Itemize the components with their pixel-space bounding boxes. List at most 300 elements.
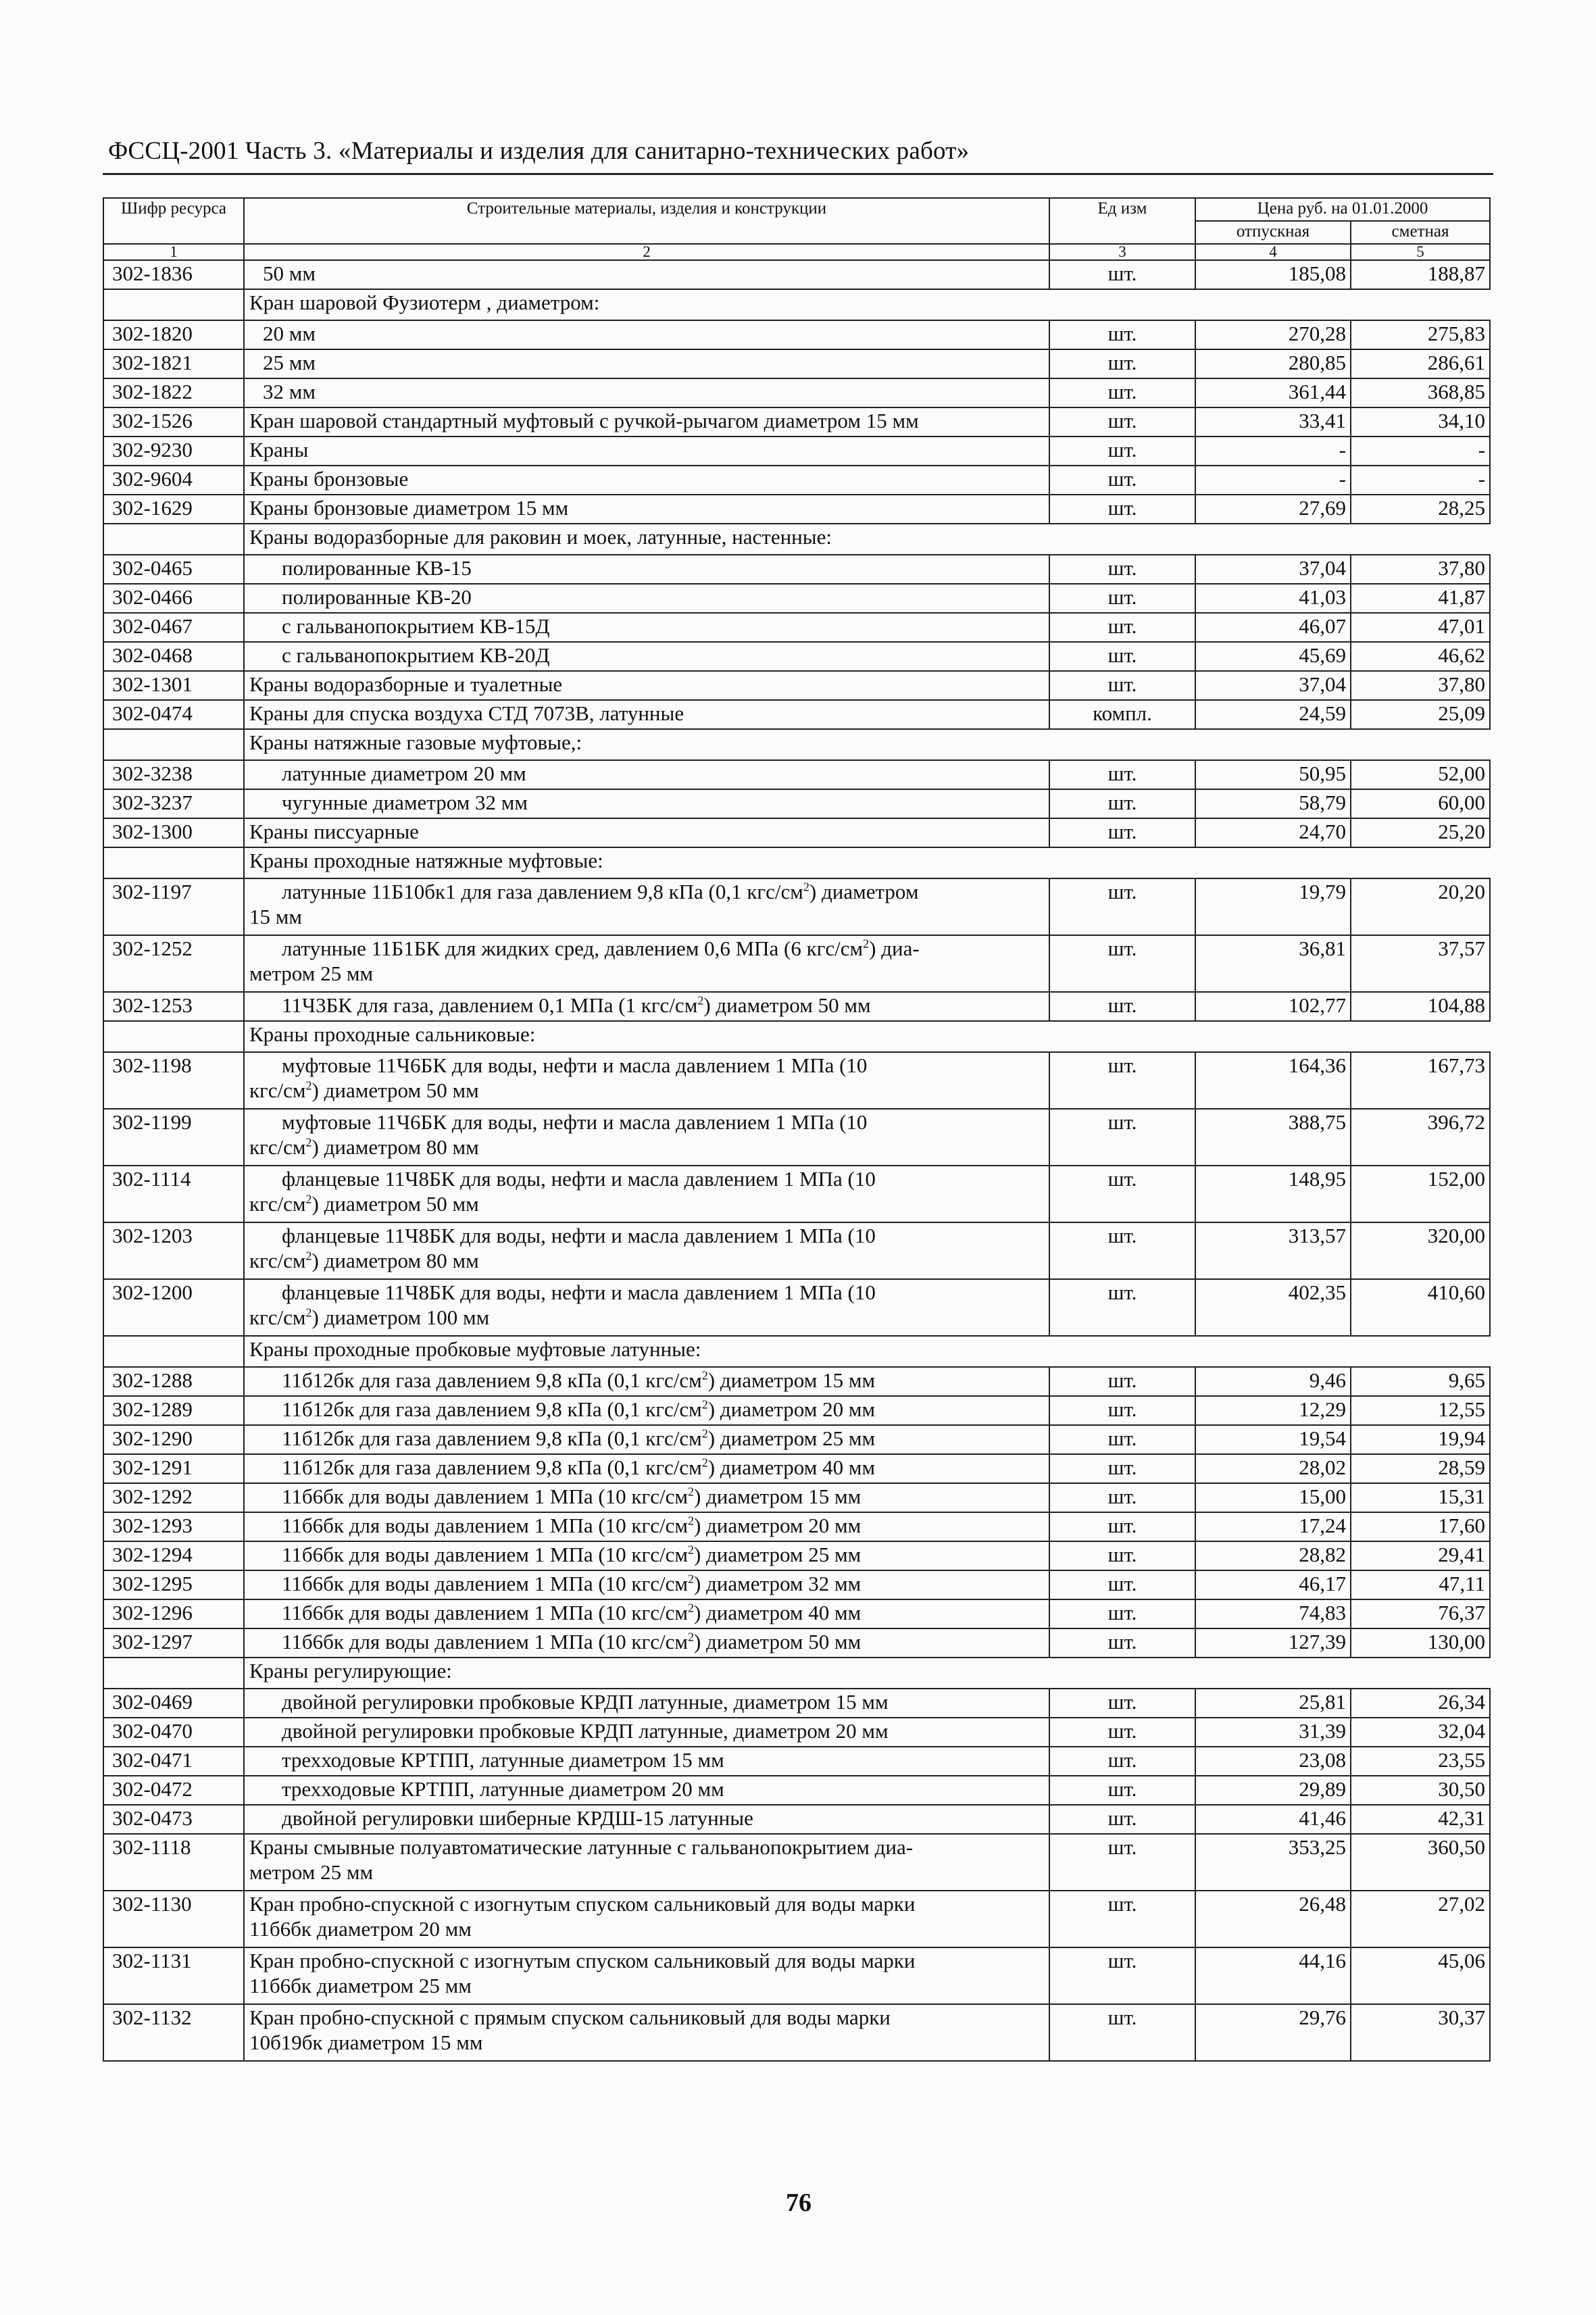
estimate-price: 130,00 <box>1351 1628 1490 1658</box>
description-line: фланцевые 11Ч8БК для воды, нефти и масла давлением 1 МПа (10 <box>282 1224 876 1247</box>
description-text: 11б6бк для воды давлением 1 МПа (10 кгс/$см^2$) диаметром 25 мм <box>282 1543 862 1566</box>
table-row <box>103 1166 1490 1222</box>
item-description <box>244 2004 1049 2061</box>
resource-code: 302-1252 <box>103 935 244 992</box>
group-heading: Краны натяжные газовые муфтовые,: <box>244 729 1490 760</box>
item-description <box>244 378 1049 407</box>
unit-of-measure: шт. <box>1049 466 1195 495</box>
description-line: Кран пробно-спускной с изогнутым спуском сальниковый для воды марки <box>249 1892 916 1916</box>
estimate-price: - <box>1351 437 1490 466</box>
table-row <box>103 1689 1490 1718</box>
resource-code: 302-1131 <box>103 1947 244 2004</box>
header-rule <box>103 173 1493 175</box>
release-price: 74,83 <box>1195 1599 1351 1628</box>
resource-code: 302-1294 <box>103 1541 244 1570</box>
item-description <box>244 407 1049 437</box>
item-description <box>244 584 1049 613</box>
unit-of-measure: шт. <box>1049 378 1195 407</box>
estimate-price: 30,37 <box>1351 2004 1490 2061</box>
group-heading: Кран шаровой Фузиотерм , диаметром: <box>244 289 1490 320</box>
estimate-price: 12,55 <box>1351 1396 1490 1425</box>
unit-of-measure: шт. <box>1049 671 1195 700</box>
unit-of-measure: компл. <box>1049 700 1195 729</box>
unit-of-measure: шт. <box>1049 1805 1195 1834</box>
price-table <box>103 197 1491 2062</box>
table-header-row <box>103 198 1490 221</box>
release-price: 28,82 <box>1195 1541 1351 1570</box>
table-row <box>103 1222 1490 1279</box>
item-description <box>244 466 1049 495</box>
resource-code: 302-1132 <box>103 2004 244 2061</box>
resource-code: 302-0466 <box>103 584 244 613</box>
table-row <box>103 1570 1490 1599</box>
header-price-group: Цена руб. на 01.01.2000 <box>1195 198 1490 221</box>
resource-code: 302-0467 <box>103 613 244 642</box>
unit-of-measure: шт. <box>1049 584 1195 613</box>
unit-of-measure: шт. <box>1049 1599 1195 1628</box>
item-description <box>244 1512 1049 1541</box>
table-row <box>103 555 1490 584</box>
item-description <box>244 1166 1049 1222</box>
estimate-price: 167,73 <box>1351 1052 1490 1109</box>
release-price: 26,48 <box>1195 1891 1351 1947</box>
estimate-price: 15,31 <box>1351 1483 1490 1512</box>
unit-of-measure: шт. <box>1049 555 1195 584</box>
description-line: фланцевые 11Ч8БК для воды, нефти и масла давлением 1 МПа (10 <box>282 1167 876 1191</box>
resource-code: 302-0473 <box>103 1805 244 1834</box>
item-description <box>244 1222 1049 1279</box>
description-line: латунные 11Б10бк1 для газа давлением 9,8 кПа (0,1 кгс/$см^2$) диаметром <box>282 880 919 903</box>
release-price: 19,54 <box>1195 1425 1351 1454</box>
unit-of-measure: шт. <box>1049 613 1195 642</box>
description-text: 11б12бк для газа давлением 9,8 кПа (0,1 кгс/$см^2$) диаметром 25 мм <box>282 1426 876 1450</box>
estimate-price: 52,00 <box>1351 760 1490 789</box>
estimate-price: 46,62 <box>1351 642 1490 671</box>
description-text: 20 мм <box>263 322 316 345</box>
release-price: 28,02 <box>1195 1454 1351 1483</box>
resource-code: 302-0468 <box>103 642 244 671</box>
table-row <box>103 2004 1490 2061</box>
item-description <box>244 1483 1049 1512</box>
release-price: 36,81 <box>1195 935 1351 992</box>
estimate-price: 29,41 <box>1351 1541 1490 1570</box>
item-description <box>244 1052 1049 1109</box>
description-line: кгс/$см^2$) диаметром 50 мм <box>249 1192 479 1216</box>
item-description <box>244 260 1049 289</box>
unit-of-measure: шт. <box>1049 1396 1195 1425</box>
group-code-cell <box>103 1021 244 1052</box>
item-description <box>244 613 1049 642</box>
group-code-cell <box>103 729 244 760</box>
column-number: 4 <box>1195 244 1351 260</box>
estimate-price: 42,31 <box>1351 1805 1490 1834</box>
table-row <box>103 466 1490 495</box>
release-price: 29,89 <box>1195 1776 1351 1805</box>
item-description <box>244 437 1049 466</box>
resource-code: 302-1203 <box>103 1222 244 1279</box>
table-row <box>103 818 1490 847</box>
item-description <box>244 1628 1049 1658</box>
column-number-row <box>103 244 1490 260</box>
item-description <box>244 1454 1049 1483</box>
table-row <box>103 349 1490 378</box>
description-text: 25 мм <box>263 351 316 374</box>
resource-code: 302-1198 <box>103 1052 244 1109</box>
column-number: 5 <box>1351 244 1490 260</box>
estimate-price: - <box>1351 466 1490 495</box>
description-text: 32 мм <box>263 380 316 403</box>
running-header: ФССЦ-2001 Часть 3. «Материалы и изделия для санитарно-технических работ» <box>108 137 970 165</box>
release-price: 388,75 <box>1195 1109 1351 1166</box>
description-text: латунные диаметром 20 мм <box>282 762 526 785</box>
release-price: 37,04 <box>1195 671 1351 700</box>
estimate-price: 360,50 <box>1351 1834 1490 1891</box>
description-text: 11б6бк для воды давлением 1 МПа (10 кгс/$см^2$) диаметром 40 мм <box>282 1601 862 1624</box>
page-number: 76 <box>786 2189 812 2217</box>
table-row <box>103 1805 1490 1834</box>
resource-code: 302-9230 <box>103 437 244 466</box>
release-price: 102,77 <box>1195 992 1351 1021</box>
item-description <box>244 1747 1049 1776</box>
description-text: с гальванопокрытием КВ-20Д <box>282 643 550 667</box>
resource-code: 302-1199 <box>103 1109 244 1166</box>
item-description <box>244 1541 1049 1570</box>
table-row <box>103 760 1490 789</box>
resource-code: 302-1301 <box>103 671 244 700</box>
unit-of-measure: шт. <box>1049 760 1195 789</box>
resource-code: 302-0470 <box>103 1718 244 1747</box>
release-price: 31,39 <box>1195 1718 1351 1747</box>
description-line: 15 мм <box>249 905 302 928</box>
estimate-price: 45,06 <box>1351 1947 1490 2004</box>
table-row <box>103 1834 1490 1891</box>
item-description <box>244 1367 1049 1396</box>
description-line: метром 25 мм <box>249 962 374 985</box>
estimate-price: 37,57 <box>1351 935 1490 992</box>
description-text: двойной регулировки шиберные КРДШ-15 латунные <box>282 1806 753 1830</box>
description-text: 11б6бк для воды давлением 1 МПа (10 кгс/$см^2$) диаметром 15 мм <box>282 1485 862 1508</box>
unit-of-measure: шт. <box>1049 1367 1195 1396</box>
description-text: Краны писсуарные <box>249 820 419 843</box>
unit-of-measure: шт. <box>1049 260 1195 289</box>
release-price: 46,07 <box>1195 613 1351 642</box>
release-price: 164,36 <box>1195 1052 1351 1109</box>
description-text: Краны бронзовые <box>249 467 409 491</box>
table-row <box>103 935 1490 992</box>
release-price: - <box>1195 437 1351 466</box>
table-row <box>103 260 1490 289</box>
release-price: 27,69 <box>1195 495 1351 524</box>
unit-of-measure: шт. <box>1049 349 1195 378</box>
description-text: двойной регулировки пробковые КРДП латунные, диаметром 15 мм <box>282 1690 889 1714</box>
estimate-price: 34,10 <box>1351 407 1490 437</box>
item-description <box>244 320 1049 349</box>
estimate-price: 396,72 <box>1351 1109 1490 1166</box>
resource-code: 302-1130 <box>103 1891 244 1947</box>
table-row <box>103 1599 1490 1628</box>
table-row <box>103 700 1490 729</box>
description-line: кгс/$см^2$) диаметром 50 мм <box>249 1078 479 1102</box>
description-line: латунные 11Б1БК для жидких сред, давлением 0,6 МПа (6 кгс/$см^2$) диа- <box>282 937 920 960</box>
resource-code: 302-0469 <box>103 1689 244 1718</box>
resource-code: 302-3238 <box>103 760 244 789</box>
table-row <box>103 671 1490 700</box>
table-row <box>103 378 1490 407</box>
group-heading: Краны проходные пробковые муфтовые латунные: <box>244 1336 1490 1367</box>
description-text: 11б6бк для воды давлением 1 МПа (10 кгс/$см^2$) диаметром 32 мм <box>282 1572 862 1595</box>
estimate-price: 28,59 <box>1351 1454 1490 1483</box>
table-row <box>103 1109 1490 1166</box>
estimate-price: 23,55 <box>1351 1747 1490 1776</box>
group-code-cell <box>103 1336 244 1367</box>
item-description <box>244 555 1049 584</box>
group-heading: Краны проходные сальниковые: <box>244 1021 1490 1052</box>
table-row <box>103 437 1490 466</box>
group-code-cell <box>103 1658 244 1689</box>
description-line: фланцевые 11Ч8БК для воды, нефти и масла давлением 1 МПа (10 <box>282 1280 876 1304</box>
header-code: Шифр ресурса <box>103 198 244 244</box>
table-row <box>103 1718 1490 1747</box>
resource-code: 302-1836 <box>103 260 244 289</box>
description-line: Кран пробно-спускной с прямым спуском сальниковый для воды марки <box>249 2006 891 2029</box>
resource-code: 302-3237 <box>103 789 244 818</box>
resource-code: 302-0465 <box>103 555 244 584</box>
resource-code: 302-1253 <box>103 992 244 1021</box>
release-price: 50,95 <box>1195 760 1351 789</box>
resource-code: 302-1293 <box>103 1512 244 1541</box>
release-price: 19,79 <box>1195 878 1351 935</box>
resource-code: 302-1821 <box>103 349 244 378</box>
unit-of-measure: шт. <box>1049 1512 1195 1541</box>
description-line: муфтовые 11Ч6БК для воды, нефти и масла давлением 1 МПа (10 <box>282 1053 868 1077</box>
group-heading-row <box>103 847 1490 878</box>
description-line: кгс/$см^2$) диаметром 80 мм <box>249 1135 479 1159</box>
description-text: Краны бронзовые диаметром 15 мм <box>249 496 569 520</box>
table-row <box>103 1776 1490 1805</box>
description-text: полированные КВ-20 <box>282 585 472 609</box>
table-row <box>103 1052 1490 1109</box>
resource-code: 302-1290 <box>103 1425 244 1454</box>
description-text: 11б12бк для газа давлением 9,8 кПа (0,1 кгс/$см^2$) диаметром 15 мм <box>282 1368 876 1392</box>
estimate-price: 76,37 <box>1351 1599 1490 1628</box>
item-description <box>244 1834 1049 1891</box>
table-row <box>103 1454 1490 1483</box>
description-line: кгс/$см^2$) диаметром 100 мм <box>249 1305 490 1329</box>
resource-code: 302-1296 <box>103 1599 244 1628</box>
unit-of-measure: шт. <box>1049 992 1195 1021</box>
header-estimate-price: сметная <box>1351 221 1490 244</box>
estimate-price: 17,60 <box>1351 1512 1490 1541</box>
release-price: 127,39 <box>1195 1628 1351 1658</box>
release-price: 58,79 <box>1195 789 1351 818</box>
unit-of-measure: шт. <box>1049 1109 1195 1166</box>
description-text: Краны для спуска воздуха СТД 7073В, латунные <box>249 701 684 725</box>
resource-code: 302-0472 <box>103 1776 244 1805</box>
description-line: Краны смывные полуавтоматические латунные с гальванопокрытием диа- <box>249 1835 914 1859</box>
release-price: 44,16 <box>1195 1947 1351 2004</box>
group-heading-row <box>103 729 1490 760</box>
item-description <box>244 1805 1049 1834</box>
table-row <box>103 1483 1490 1512</box>
group-heading-row <box>103 289 1490 320</box>
estimate-price: 410,60 <box>1351 1279 1490 1336</box>
estimate-price: 47,11 <box>1351 1570 1490 1599</box>
description-text: 11б6бк для воды давлением 1 МПа (10 кгс/$см^2$) диаметром 50 мм <box>282 1630 862 1653</box>
estimate-price: 19,94 <box>1351 1425 1490 1454</box>
description-text: полированные КВ-15 <box>282 556 472 580</box>
unit-of-measure: шт. <box>1049 1279 1195 1336</box>
release-price: 353,25 <box>1195 1834 1351 1891</box>
item-description <box>244 992 1049 1021</box>
group-heading-row <box>103 1336 1490 1367</box>
resource-code: 302-0471 <box>103 1747 244 1776</box>
header-unit: Ед изм <box>1049 198 1195 244</box>
estimate-price: 26,34 <box>1351 1689 1490 1718</box>
release-price: 12,29 <box>1195 1396 1351 1425</box>
group-heading: Краны регулирующие: <box>244 1658 1490 1689</box>
unit-of-measure: шт. <box>1049 1776 1195 1805</box>
header-release-price: отпускная <box>1195 221 1351 244</box>
table-row <box>103 642 1490 671</box>
release-price: 46,17 <box>1195 1570 1351 1599</box>
release-price: 270,28 <box>1195 320 1351 349</box>
description-text: 11б12бк для газа давлением 9,8 кПа (0,1 кгс/$см^2$) диаметром 40 мм <box>282 1455 876 1479</box>
item-description <box>244 671 1049 700</box>
resource-code: 302-1820 <box>103 320 244 349</box>
release-price: 45,69 <box>1195 642 1351 671</box>
description-text: с гальванопокрытием КВ-15Д <box>282 614 550 638</box>
resource-code: 302-1300 <box>103 818 244 847</box>
table-row <box>103 613 1490 642</box>
description-text: Краны водоразборные и туалетные <box>249 672 563 696</box>
description-text: Кран шаровой стандартный муфтовый с ручкой-рычагом диаметром 15 мм <box>249 409 919 432</box>
release-price: 25,81 <box>1195 1689 1351 1718</box>
unit-of-measure: шт. <box>1049 642 1195 671</box>
description-line: 10б19бк диаметром 15 мм <box>249 2031 483 2054</box>
item-description <box>244 700 1049 729</box>
resource-code: 302-1295 <box>103 1570 244 1599</box>
resource-code: 302-1118 <box>103 1834 244 1891</box>
item-description <box>244 642 1049 671</box>
resource-code: 302-1822 <box>103 378 244 407</box>
description-text: трехходовые КРТПП, латунные диаметром 20 мм <box>282 1777 724 1801</box>
table-row <box>103 1628 1490 1658</box>
column-number: 2 <box>244 244 1049 260</box>
estimate-price: 320,00 <box>1351 1222 1490 1279</box>
column-number: 1 <box>103 244 244 260</box>
table-row <box>103 407 1490 437</box>
estimate-price: 37,80 <box>1351 555 1490 584</box>
resource-code: 302-1114 <box>103 1166 244 1222</box>
description-text: 11Ч3БК для газа, давлением 0,1 МПа (1 кгс/$см^2$) диаметром 50 мм <box>282 993 871 1017</box>
group-heading: Краны водоразборные для раковин и моек, латунные, настенные: <box>244 524 1490 555</box>
item-description <box>244 1396 1049 1425</box>
unit-of-measure: шт. <box>1049 789 1195 818</box>
estimate-price: 27,02 <box>1351 1891 1490 1947</box>
unit-of-measure: шт. <box>1049 935 1195 992</box>
unit-of-measure: шт. <box>1049 320 1195 349</box>
unit-of-measure: шт. <box>1049 407 1195 437</box>
description-text: 11б6бк для воды давлением 1 МПа (10 кгс/$см^2$) диаметром 20 мм <box>282 1514 862 1537</box>
item-description <box>244 1718 1049 1747</box>
group-code-cell <box>103 289 244 320</box>
unit-of-measure: шт. <box>1049 437 1195 466</box>
estimate-price: 275,83 <box>1351 320 1490 349</box>
release-price: 402,35 <box>1195 1279 1351 1336</box>
item-description <box>244 1425 1049 1454</box>
release-price: 29,76 <box>1195 2004 1351 2061</box>
unit-of-measure: шт. <box>1049 2004 1195 2061</box>
estimate-price: 104,88 <box>1351 992 1490 1021</box>
table-row <box>103 1512 1490 1541</box>
estimate-price: 30,50 <box>1351 1776 1490 1805</box>
release-price: 313,57 <box>1195 1222 1351 1279</box>
estimate-price: 286,61 <box>1351 349 1490 378</box>
unit-of-measure: шт. <box>1049 1689 1195 1718</box>
table-row <box>103 1396 1490 1425</box>
item-description <box>244 1947 1049 2004</box>
estimate-price: 20,20 <box>1351 878 1490 935</box>
estimate-price: 152,00 <box>1351 1166 1490 1222</box>
description-line: муфтовые 11Ч6БК для воды, нефти и масла давлением 1 МПа (10 <box>282 1110 868 1134</box>
resource-code: 302-1291 <box>103 1454 244 1483</box>
item-description <box>244 1109 1049 1166</box>
estimate-price: 25,09 <box>1351 700 1490 729</box>
description-text: двойной регулировки пробковые КРДП латунные, диаметром 20 мм <box>282 1719 889 1743</box>
table-row <box>103 1747 1490 1776</box>
estimate-price: 28,25 <box>1351 495 1490 524</box>
release-price: 37,04 <box>1195 555 1351 584</box>
release-price: 361,44 <box>1195 378 1351 407</box>
description-text: чугунные диаметром 32 мм <box>282 791 528 814</box>
item-description <box>244 818 1049 847</box>
item-description <box>244 1279 1049 1336</box>
unit-of-measure: шт. <box>1049 1891 1195 1947</box>
description-text: 50 мм <box>263 262 316 285</box>
release-price: 41,03 <box>1195 584 1351 613</box>
resource-code: 302-1526 <box>103 407 244 437</box>
description-line: метром 25 мм <box>249 1860 374 1884</box>
table-row <box>103 1367 1490 1396</box>
group-heading-row <box>103 1021 1490 1052</box>
item-description <box>244 760 1049 789</box>
resource-code: 302-9604 <box>103 466 244 495</box>
description-text: 11б12бк для газа давлением 9,8 кПа (0,1 кгс/$см^2$) диаметром 20 мм <box>282 1397 876 1421</box>
release-price: 24,59 <box>1195 700 1351 729</box>
release-price: 15,00 <box>1195 1483 1351 1512</box>
description-text: трехходовые КРТПП, латунные диаметром 15 мм <box>282 1748 724 1772</box>
release-price: 33,41 <box>1195 407 1351 437</box>
unit-of-measure: шт. <box>1049 1052 1195 1109</box>
resource-code: 302-1197 <box>103 878 244 935</box>
resource-code: 302-1288 <box>103 1367 244 1396</box>
release-price: 280,85 <box>1195 349 1351 378</box>
item-description <box>244 1599 1049 1628</box>
group-code-cell <box>103 847 244 878</box>
estimate-price: 37,80 <box>1351 671 1490 700</box>
group-heading-row <box>103 524 1490 555</box>
resource-code: 302-1289 <box>103 1396 244 1425</box>
item-description <box>244 1891 1049 1947</box>
header-name: Строительные материалы, изделия и конструкции <box>244 198 1049 244</box>
release-price: 17,24 <box>1195 1512 1351 1541</box>
unit-of-measure: шт. <box>1049 1541 1195 1570</box>
table-row <box>103 320 1490 349</box>
release-price: 148,95 <box>1195 1166 1351 1222</box>
item-description <box>244 789 1049 818</box>
release-price: 24,70 <box>1195 818 1351 847</box>
table-row <box>103 878 1490 935</box>
